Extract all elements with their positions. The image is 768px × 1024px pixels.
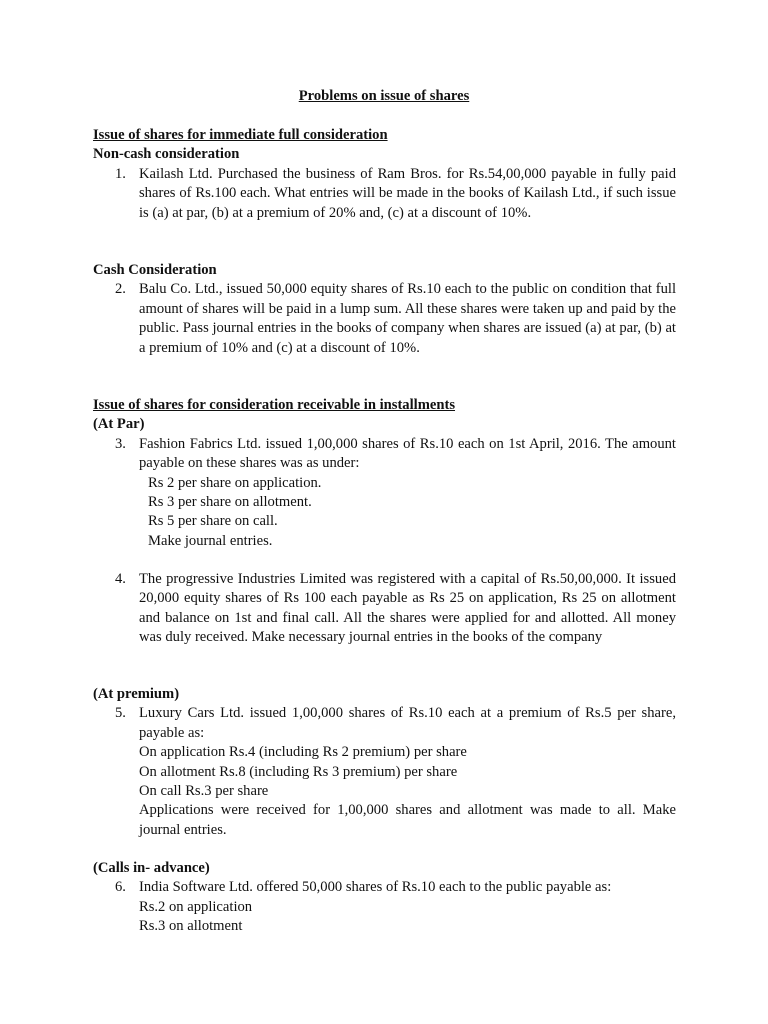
- question-text: Fashion Fabrics Ltd. issued 1,00,000 shares of Rs.10 each on 1st April, 2016. The amount payable on these shares was as under:: [139, 435, 676, 472]
- question-text: Balu Co. Ltd., issued 50,000 equity shares of Rs.10 each to the public on condition that full amount of shares will be paid in a lump sum. All these shares were taken up and paid by the public. Pass journal entries in the books of company when shares are issued (a) at par, (b) at a premium of 10% and (c) at a discount of 10%.: [139, 281, 676, 356]
- question-text: Kailash Ltd. Purchased the business of Ram Bros. for Rs.54,00,000 payable in fully paid shares of Rs.100 each. What entries will be made in the books of Kailash Ltd., if such issue is (a) at par, (b) at a premium of 20% and, (c) at a discount of 10%.: [139, 165, 676, 221]
- question-6: [93, 878, 676, 936]
- section-at-premium: [93, 685, 676, 840]
- question-4-block: [93, 570, 676, 648]
- question-text: The progressive Industries Limited was registered with a capital of Rs.50,00,000. It issued 20,000 equity shares of Rs 100 each payable as Rs 25 on application, Rs 25 on allotment and balance on 1st and final call. All the shares were applied for and allotted. All money was duly received. Make necessary journal entries in the books of the company: [139, 571, 676, 646]
- subheading-cash: Cash Consideration: [93, 262, 217, 278]
- question-number: 5.: [115, 705, 126, 722]
- payment-line: On call Rs.3 per share: [139, 783, 269, 800]
- section-calls-in-advance: [93, 859, 676, 937]
- question-5: [93, 704, 676, 840]
- payment-line: Rs 5 per share on call.: [148, 513, 278, 530]
- question-text: India Software Ltd. offered 50,000 shares of Rs.10 each to the public payable as:: [139, 879, 612, 896]
- question-number: 2.: [115, 281, 126, 298]
- payment-line: On allotment Rs.8 (including Rs 3 premium) per share: [139, 763, 458, 780]
- page-title: Problems on issue of shares: [298, 88, 470, 104]
- question-number: 1.: [115, 165, 126, 182]
- question-2: [93, 280, 676, 358]
- question-1: [93, 165, 676, 223]
- subheading-at-par: (At Par): [93, 416, 145, 433]
- question-number: 3.: [115, 435, 126, 452]
- question-3: [93, 435, 676, 551]
- question-4: [93, 570, 676, 648]
- section-installments: [93, 396, 676, 551]
- subheading-at-premium: (At premium): [93, 686, 180, 702]
- subheading-calls-in-advance: (Calls in- advance): [93, 860, 210, 876]
- subheading-noncash: Non-cash consideration: [93, 146, 240, 163]
- question-text: Luxury Cars Ltd. issued 1,00,000 shares of Rs.10 each at a premium of Rs.5 per share, payable as:: [139, 705, 676, 741]
- payment-line: Rs 2 per share on application.: [148, 474, 322, 491]
- section-heading-immediate: Issue of shares for immediate full consideration: [93, 127, 388, 143]
- section-heading-installments: Issue of shares for consideration receivable in installments: [93, 397, 456, 413]
- payment-line: Rs.2 on application: [139, 898, 253, 915]
- question-tail: Applications were received for 1,00,000 shares and allotment was made to all. Make journal entries.: [139, 802, 676, 838]
- section-immediate: [93, 126, 676, 223]
- payment-line: Rs.3 on allotment: [139, 918, 243, 935]
- question-number: 4.: [115, 571, 126, 587]
- section-cash: [93, 261, 676, 358]
- instruction-line: Make journal entries.: [148, 532, 273, 549]
- payment-line: On application Rs.4 (including Rs 2 premium) per share: [139, 744, 467, 761]
- question-number: 6.: [115, 879, 126, 896]
- payment-line: Rs 3 per share on allotment.: [148, 494, 312, 511]
